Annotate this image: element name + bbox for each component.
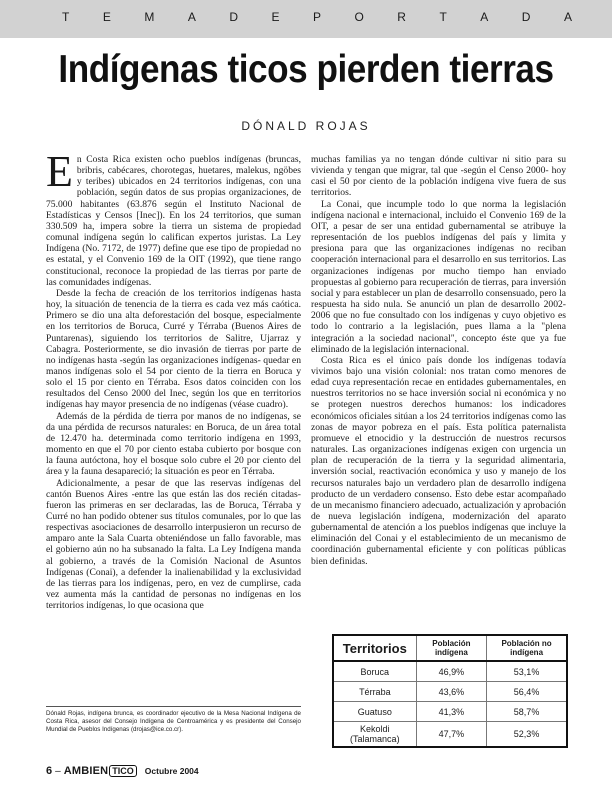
footnote-divider bbox=[46, 706, 301, 707]
section-letter: A bbox=[187, 10, 196, 24]
paragraph: Desde la fecha de creación de los territorios indígenas hasta hoy, la situación de tenencia de la tierra es cada vez más caótica. Primero se dio una alta deforestación del bosque, especialmente en los territorios de Boruca, Curré y Térraba (Buenos Aires de Puntarenas), siguiendo los territorios de Salitre, Ujarraz y Cabagra. Posteriormente, se dio invasión de tierras por parte de no indígenas hasta -según las organizaciones indígenas- quedar en manos indígenas solo el 54 por ciento de la tierra en Boruca y solo el 15 por ciento en Térraba. Esos datos coinciden con los resultados del Censo 2000 del Inec, según los que en territorios indígenas hay mayor presencia de no indígenas (véase cuadro). bbox=[46, 287, 301, 411]
table-row bbox=[333, 702, 567, 722]
table-cell: 47,7% bbox=[416, 722, 487, 748]
table-cell: 46,9% bbox=[416, 661, 487, 682]
section-letter: E bbox=[102, 10, 111, 24]
section-letter: T bbox=[62, 10, 70, 24]
article-author: DÓNALD ROJAS bbox=[241, 119, 371, 133]
author-footnote: Dónald Rojas, indígena brunca, es coordinador ejecutivo de la Mesa Nacional Indígena de Costa Rica, asesor del Consejo Indígena de Centroamérica y es presidente del Consejo Mundial de Pueblos Indígenas (drojas@ice.co.cr). bbox=[46, 710, 301, 733]
table-cell: Kekoldi (Talamanca) bbox=[333, 722, 416, 748]
paragraph: La Conai, que incumple todo lo que norma la legislación indígena nacional e internacional, incluido el Convenio 169 de la OIT, a pesar de ser una entidad gubernamental se atribuye la representación de los pueblos indígenas del país y limita y presiona para que las organizaciones indígenas no reciban cooperación internacional para el desarrollo en sus territorios. Las organizaciones indígenas por mucho tiempo han enviado propuestas al gobierno para recuperación de tierras, para inversión social y para establecer un plan de desarrollo consensuado, pero la respuesta ha sido nula. Se anunció un plan de desarrollo 2002-2006 que no fue consultado con los indígenas y cuyo objetivo es todo lo contrario a la legislación, pues llama a la "plena integración a la sociedad nacional", concepto éste que ya fue eliminado de la legislación internacional. bbox=[311, 198, 566, 355]
section-banner bbox=[0, 0, 612, 38]
table-row bbox=[333, 722, 567, 748]
table-cell: 52,3% bbox=[487, 722, 567, 748]
section-letter: E bbox=[271, 10, 280, 24]
paragraph: Adicionalmente, a pesar de que las reservas indígenas del cantón Buenos Aires -entre las que están las dos recién citadas- fueron las primeras en ser declaradas, las de Boruca, Térraba y Curré no han podido obtener sus títulos comunales, por lo que las respectivas asociaciones de desarrollo interpusieron un recurso de amparo ante la Sala Cuarta obteniéndose un fallo favorable, mas el gobierno aún no ha subsanado la falta. La Ley Indígena manda al gobierno, a través de la Comisión Nacional de Asuntos Indígenas (Conai), a defender la inalienabilidad y la exclusividad de las tierras para los indígenas, pero, en vez de cumplirse, cada vez aumenta más la cantidad de personas no indígenas en los territorios indígenas, lo que ocasiona que bbox=[46, 477, 301, 612]
page-footer bbox=[46, 764, 199, 778]
table-cell: 41,3% bbox=[416, 702, 487, 722]
paragraph: Además de la pérdida de tierra por manos de no indígenas, se da una pérdida de recursos naturales: en Boruca, de un área total de 12.470 ha. determinada como territorio indígena en 1993, momento en que el 70 por ciento estaba cubierto por bosque con la fauna autóctona, hoy el bosque solo cubre el 20 por ciento del área y la fauna desapareció; la situación es peor en Térraba. bbox=[46, 410, 301, 478]
table-row bbox=[333, 661, 567, 682]
section-letter: D bbox=[229, 10, 238, 24]
magazine-logo-tico: TICO bbox=[109, 765, 137, 777]
table-cell: Térraba bbox=[333, 682, 416, 702]
column-header: Territorios bbox=[333, 635, 416, 661]
table-header-row bbox=[333, 635, 567, 661]
table-cell: 58,7% bbox=[487, 702, 567, 722]
section-letter: P bbox=[312, 10, 321, 24]
population-table bbox=[332, 634, 568, 748]
paragraph-text: n Costa Rica existen ocho pueblos indígenas (bruncas, bribris, cabécares, chorotegas, huetares, malekus, ngöbes y teribes) ubicados en 24 territorios indígenas, con una población, según datos de sus propias organizaciones, de 75.000 habitantes (63.876 según el Instituto Nacional de Estadísticas y Censos [Inec]). En los 24 territorios, que suman 330.509 ha, impera sobre la tierra un sistema de propiedad comunal indígena según lo califican expertos juristas. La Ley Indígena (No. 7172, de 1977) define que ese tipo de propiedad no es estatal, y el Convenio 169 de la OIT (1992), que tiene rango constitucional, reconoce la propiedad de las tierras por parte de las comunidades indígenas. bbox=[46, 154, 301, 288]
page-number: 6 bbox=[46, 765, 53, 777]
section-letter: R bbox=[397, 10, 406, 24]
article-column-right bbox=[311, 154, 566, 567]
table-row bbox=[333, 682, 567, 702]
table-cell: 43,6% bbox=[416, 682, 487, 702]
section-letter: T bbox=[439, 10, 447, 24]
table-cell: 56,4% bbox=[487, 682, 567, 702]
article-headline: Indígenas ticos pierden tierras bbox=[58, 48, 554, 91]
column-header: Población no indígena bbox=[487, 635, 567, 661]
section-letter: D bbox=[521, 10, 531, 24]
section-letter: M bbox=[144, 10, 155, 24]
footer-dash: – bbox=[55, 765, 61, 777]
magazine-name: AMBIEN bbox=[63, 765, 109, 777]
paragraph: muchas familias ya no tengan dónde cultivar ni sitio para su vivienda y tengan que migrar, tal que -según el Censo 2000- hoy casi el 50 por ciento de la población indígena vive fuera de sus territorios. bbox=[311, 154, 566, 199]
table-cell: Guatuso bbox=[333, 702, 416, 722]
paragraph: Costa Rica es el único país donde los indígenas todavía vivimos bajo una visión colonial: nos tratan como menores de edad cuya representación recae en entidades gubernamentales, en nuestros territorios no se hace inversión social ni económica y no se protegen nuestros derechos humanos: los indicadores económicos oficiales sitúan a los 24 territorios indígenas como las zonas de mayor pobreza en el país. Esta política paternalista promueve el etnocidio y la destrucción de nuestros recursos naturales. Las organizaciones indígenas exigen con urgencia un plan de recuperación de la tierra y la seguridad alimentaria, inversión social, reactivación económica y uso y manejo de los recursos naturales bajo un verdadero plan de desarrollo indígena producto de un verdadero consenso. Esto debe estar acompañado de un mecanismo financiero adecuado, actualización y aprobación de nueva legislación indígena, modernización del aparato gubernamental de atención a los pueblos indígenas que incluye la eliminación del Conai y el establecimiento de un mecanismo de coordinación gubernamental eficiente y con políticas públicas bien definidas. bbox=[311, 354, 566, 567]
paragraph bbox=[46, 147, 301, 288]
issue-date: Octubre 2004 bbox=[144, 766, 199, 776]
article-column-left bbox=[46, 147, 301, 612]
drop-cap: E bbox=[46, 147, 73, 196]
section-letter: A bbox=[563, 10, 572, 24]
section-letter: O bbox=[354, 10, 364, 24]
column-header: Población indígena bbox=[416, 635, 487, 661]
section-label bbox=[62, 10, 572, 24]
section-letter: A bbox=[480, 10, 489, 24]
table-cell: 53,1% bbox=[487, 661, 567, 682]
table-cell: Boruca bbox=[333, 661, 416, 682]
